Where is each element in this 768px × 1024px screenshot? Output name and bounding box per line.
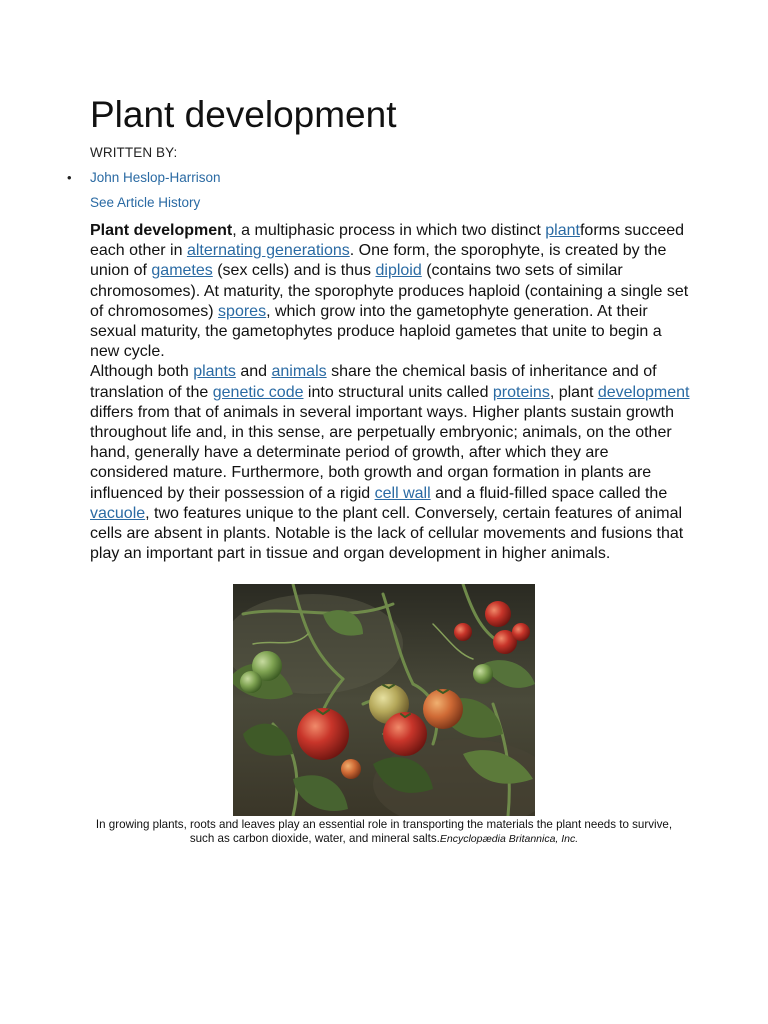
- text-run: differs from that of animals in several important ways. Higher plants sustain growth throughout life and, in this sense, are perpetually embryonic; animals, on the other hand, generally have a determinate period of growth, after which they are considered mature. Furthermore, both growth and organ formation in plants are influenced by their possession of a rigid: [90, 403, 674, 502]
- inline-link[interactable]: development: [597, 383, 690, 401]
- inline-link[interactable]: alternating generations: [186, 242, 350, 260]
- text-run: , which grow into the gametophyte generation. At their sexual maturity, the gametophytes produce haploid gametes that unite to begin a new cycle.: [90, 302, 662, 361]
- text-run: (contains two sets of similar chromosomes). At maturity, the sporophyte produces haploid (containing a single set of chromosomes): [90, 262, 689, 320]
- inline-link[interactable]: plants: [193, 363, 236, 381]
- article-history: [90, 194, 200, 212]
- bullet-icon: •: [67, 170, 72, 185]
- inline-link[interactable]: genetic code: [212, 383, 304, 401]
- text-run: and a fluid-filled space called the: [430, 484, 668, 502]
- author-list-item: [67, 169, 221, 187]
- tomato-plant-image: [233, 584, 535, 816]
- inline-link[interactable]: vacuole: [90, 504, 146, 522]
- page-title: Plant development: [90, 94, 397, 135]
- inline-link[interactable]: plant: [545, 222, 580, 239]
- inline-link[interactable]: animals: [271, 363, 327, 381]
- text-run: , a multiphasic process in which two distinct: [232, 222, 546, 239]
- caption-credit: Encyclopædia Britannica, Inc.: [439, 833, 579, 845]
- inline-link[interactable]: cell wall: [374, 484, 431, 502]
- inline-link[interactable]: proteins: [492, 383, 550, 401]
- inline-link[interactable]: diploid: [375, 262, 422, 280]
- text-run: share the chemical basis of inheritance and of translation of the: [90, 363, 657, 401]
- caption-text: In growing plants, roots and leaves play an essential role in transporting the materials the plant needs to survive, such as carbon dioxide, water, and mineral salts.: [95, 818, 673, 845]
- text-run: into structural units called: [303, 383, 493, 401]
- see-article-history-link[interactable]: See Article History: [90, 195, 201, 210]
- text-run: . One form, the sporophyte, is created by the union of: [90, 242, 667, 280]
- text-run: forms succeed each other in: [90, 222, 685, 260]
- inline-link[interactable]: gametes: [151, 262, 213, 280]
- text-run: , two features unique to the plant cell. Conversely, certain features of animal cells are absent in plants. Notable is the lack of cellular movements and fusions that play an important part in tissue and organ development in higher animals.: [90, 504, 684, 563]
- paragraph: [90, 362, 690, 564]
- tomato-plant-illustration: [233, 584, 535, 816]
- text-run: Although both: [90, 363, 194, 381]
- inline-link[interactable]: spores: [218, 302, 267, 320]
- author-list: [67, 169, 221, 187]
- text-run: (sex cells) and is thus: [212, 262, 376, 280]
- written-by-label: WRITTEN BY:: [90, 145, 178, 160]
- text-run: , plant: [549, 383, 598, 401]
- figure-caption: [88, 818, 680, 846]
- paragraph: [90, 221, 690, 362]
- bold-term: Plant development: [90, 222, 233, 239]
- text-run: and: [235, 363, 272, 381]
- author-link[interactable]: John Heslop-Harrison: [90, 170, 221, 185]
- article-body: [90, 221, 690, 564]
